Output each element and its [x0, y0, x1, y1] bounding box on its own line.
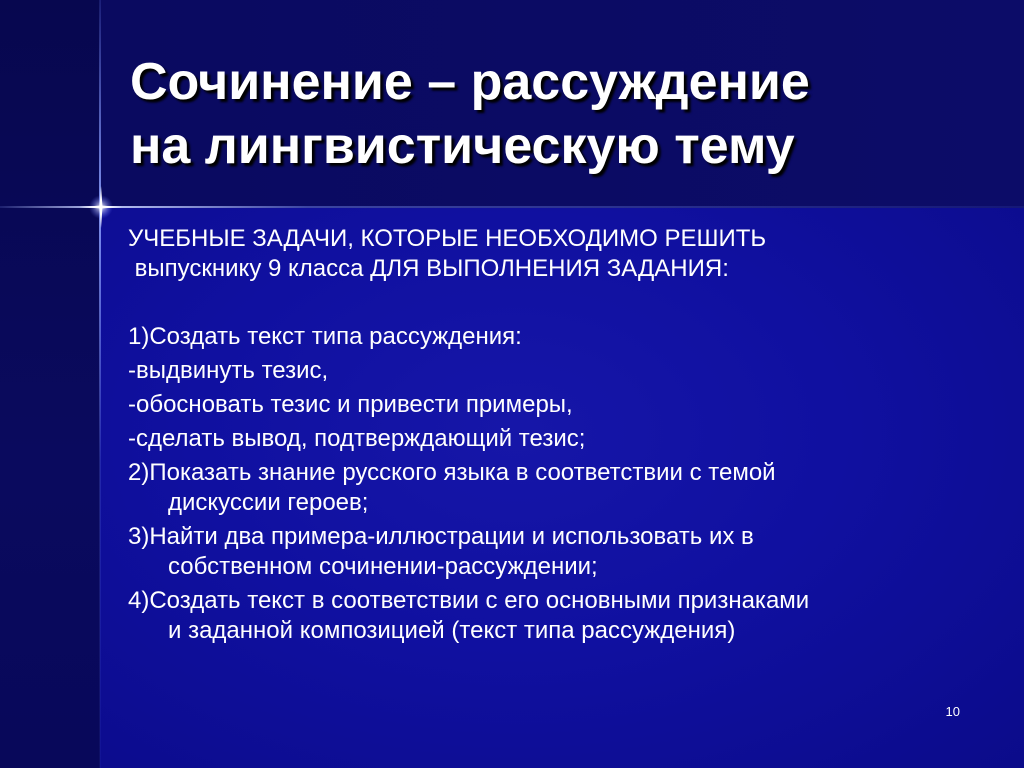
list-item-continuation: дискуссии героев; — [168, 489, 369, 516]
list-item-text: 2)Показать знание русского языка в соответствии с темой — [128, 459, 776, 486]
list-item-text: 1)Создать текст типа рассуждения: — [128, 323, 522, 350]
list-item-continuation: собственном сочинении-рассуждении; — [168, 553, 598, 580]
horizontal-divider-line — [0, 206, 1024, 208]
list-item-text: 4)Создать текст в соответствии с его основными признаками — [128, 587, 810, 614]
list-item — [128, 586, 988, 646]
title-line-1: Сочинение – рассуждение — [130, 53, 810, 111]
list-item — [128, 522, 988, 582]
list-item — [128, 356, 988, 386]
slide-title — [130, 50, 1010, 178]
list-item — [128, 424, 988, 454]
subtitle-line-1: УЧЕБНЫЕ ЗАДАЧИ, КОТОРЫЕ НЕОБХОДИМО РЕШИТЬ — [128, 225, 767, 252]
subtitle-line-2: выпускнику 9 класса ДЛЯ ВЫПОЛНЕНИЯ ЗАДАНИЯ: — [128, 255, 729, 282]
list-item-text: 3)Найти два примера-иллюстрации и использовать их в — [128, 523, 754, 550]
slide-body — [128, 224, 988, 650]
list-item-text: -обосновать тезис и привести примеры, — [128, 391, 573, 418]
subtitle — [128, 224, 988, 284]
list-item — [128, 322, 988, 352]
page-number: 10 — [945, 704, 960, 719]
sparkle-icon — [80, 186, 122, 228]
spacer — [128, 284, 988, 322]
list-item-continuation: и заданной композицией (текст типа рассуждения) — [168, 617, 736, 644]
list-item-text: -сделать вывод, подтверждающий тезис; — [128, 425, 586, 452]
list-item — [128, 458, 988, 518]
left-band — [0, 0, 100, 768]
list-item — [128, 390, 988, 420]
vertical-divider-line — [99, 0, 101, 768]
list-item-text: -выдвинуть тезис, — [128, 357, 329, 384]
title-line-2: на лингвистическую тему — [130, 117, 795, 175]
